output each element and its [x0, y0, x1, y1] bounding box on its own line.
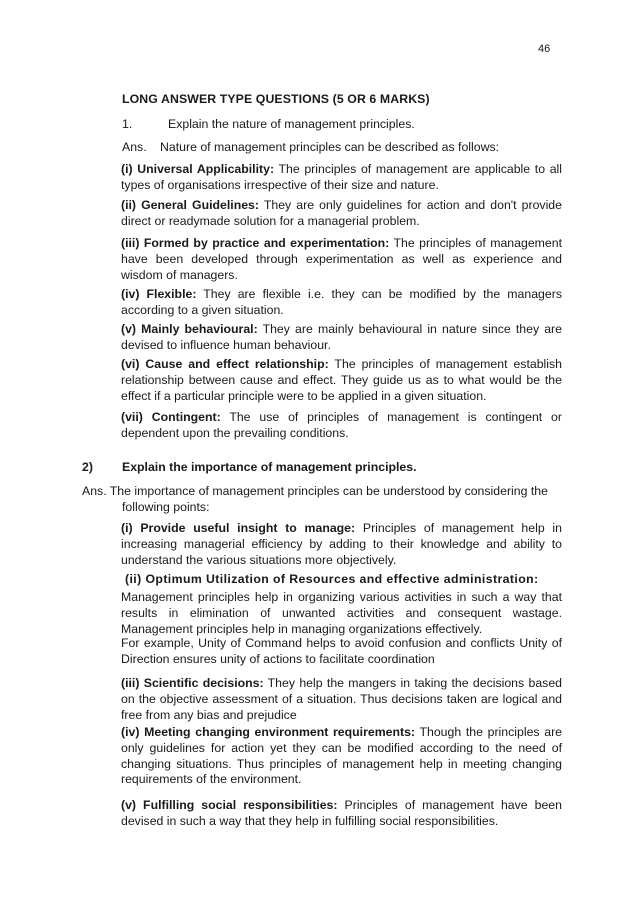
answer-2-line-1: Ans. The importance of management principles can be understood by considering the: [82, 484, 548, 498]
answer-2-line-2: following points:: [122, 499, 210, 514]
nature-point-7-title: (vii) Contingent:: [121, 410, 221, 424]
nature-point-3: [121, 236, 562, 283]
importance-point-4-text: Though the principles are only guidelines for action yet they can be modified according to the need of changing situations. Thus principles of management help in meeting changing requirements of the environment.: [121, 725, 562, 787]
importance-point-3-text: They help the mangers in taking the decisions based on the objective assessment of a situation. Thus decisions taken are logical and free from any bias and prejudice: [121, 676, 562, 722]
importance-point-3: [121, 676, 562, 723]
nature-point-7-text: The use of principles of management is contingent or dependent upon the prevailing conditions.: [121, 410, 562, 440]
nature-point-7: [121, 410, 562, 442]
answer-1-label: Ans.: [122, 140, 147, 154]
nature-point-2-text: They are only guidelines for action and don't provide direct or readymade solution for a managerial problem.: [121, 198, 562, 228]
nature-point-3-title: (iii) Formed by practice and experimentation:: [121, 236, 390, 250]
question-2-number: 2): [82, 460, 93, 474]
nature-point-4: [121, 287, 562, 319]
nature-point-5: [121, 322, 562, 354]
nature-point-6-title: (vi) Cause and effect relationship:: [121, 357, 329, 371]
nature-point-3-text: The principles of management have been developed through experimentation as well as experience and wisdom of managers.: [121, 236, 562, 282]
importance-point-1-title: (i) Provide useful insight to manage:: [121, 521, 356, 535]
nature-point-1-title: (i) Universal Applicability:: [121, 162, 275, 176]
importance-point-2-title: (ii) Optimum Utilization of Resources and effective administration:: [125, 572, 539, 586]
nature-point-1: [121, 162, 562, 194]
nature-point-2: [121, 198, 562, 230]
importance-point-2-example: For example, Unity of Command helps to avoid confusion and conflicts Unity of Direction ensures unity of actions to facilitate coordination: [121, 636, 562, 666]
nature-point-4-text: They are flexible i.e. they can be modified by the managers according to a given situation.: [121, 287, 562, 317]
importance-point-5-title: (v) Fulfilling social responsibilities:: [121, 798, 338, 812]
importance-point-4-title: (iv) Meeting changing environment requirements:: [121, 725, 416, 739]
question-2: [82, 460, 417, 474]
question-2-text: Explain the importance of management principles.: [122, 460, 417, 474]
section-heading: LONG ANSWER TYPE QUESTIONS (5 OR 6 MARKS): [122, 92, 430, 106]
nature-point-5-text: They are mainly behavioural in nature since they are devised to influence human behaviour.: [121, 322, 562, 352]
nature-point-6: [121, 357, 562, 404]
question-1: [122, 117, 415, 131]
importance-point-5: [121, 798, 562, 830]
nature-point-5-title: (v) Mainly behavioural:: [121, 322, 258, 336]
answer-1-intro: [122, 140, 499, 154]
page-number: 46: [538, 43, 551, 55]
nature-point-6-text: The principles of management establish relationship between cause and effect. They guide us as to what would be the effect if a particular principle were to be applied in a given situation.: [121, 357, 562, 403]
importance-point-4: [121, 725, 562, 788]
importance-point-1: [121, 521, 562, 568]
question-1-number: 1.: [122, 117, 133, 131]
nature-point-2-title: (ii) General Guidelines:: [121, 198, 259, 212]
answer-1-text: Nature of management principles can be described as follows:: [160, 140, 500, 154]
importance-point-1-text: Principles of management help in increasing managerial efficiency by adding to their knowledge and ability to understand the various situations more objectively.: [121, 521, 562, 567]
importance-point-2-text: Management principles help in organizing various activities in such a way that results in elimination of unwanted activities and consequent wastage. Management principles help in managing organizations effectively.: [121, 590, 562, 636]
answer-2-intro: [82, 484, 562, 516]
importance-point-3-title: (iii) Scientific decisions:: [121, 676, 264, 690]
importance-point-5-text: Principles of management have been devised in such a way that they help in fulfilling social responsibilities.: [121, 798, 562, 828]
nature-point-1-text: The principles of management are applicable to all types of organisations irrespective of their size and nature.: [121, 162, 562, 192]
nature-point-4-title: (iv) Flexible:: [121, 287, 197, 301]
question-1-text: Explain the nature of management principles.: [168, 117, 415, 131]
